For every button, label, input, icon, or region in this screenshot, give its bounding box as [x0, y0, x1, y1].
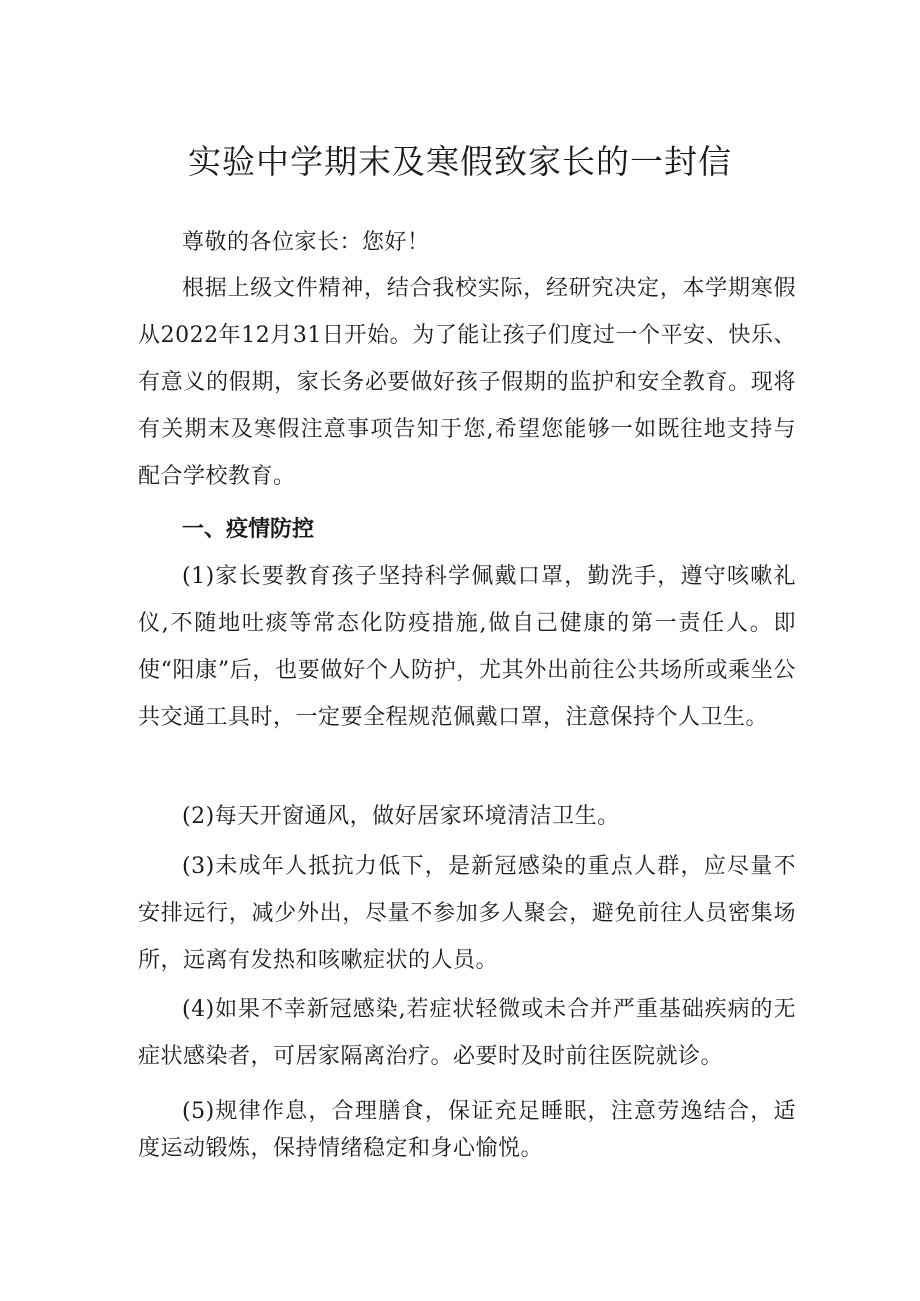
list-item: (2)每天开窗通风，做好居家环境清洁卫生。: [182, 804, 620, 829]
list-item: (4)如果不幸新冠感染,若症状轻微或未合并严重基础疾病的无症状感染者，可居家隔离治疗。必要时及时前往医院就诊。: [138, 997, 796, 1069]
section-heading-epidemic: 一、疫情防控: [182, 517, 315, 542]
list-item: (5)规律作息，合理膳食，保证充足睡眠，注意劳逸结合，适度运动锻炼，保持情绪稳定和身心愉悦。: [138, 1099, 796, 1161]
list-item: (3)未成年人抵抗力低下，是新冠感染的重点人群，应尽量不安排远行，减少外出，尽量不参加多人聚会，避免前往人员密集场所，远离有发热和咳嗽症状的人员。: [138, 854, 796, 973]
intro-paragraph: 根据上级文件精神，结合我校实际，经研究决定，本学期寒假从2022年12月31日开始。为了能让孩子们度过一个平安、快乐、有意义的假期，家长务必要做好孩子假期的监护和安全教育。现将有关期末及寒假注意事项告知于您,希望您能够一如既往地支持与配合学校教育。: [138, 276, 796, 489]
document-title: 实验中学期末及寒假致家长的一封信: [188, 142, 732, 181]
list-item: (1)家长要教育孩子坚持科学佩戴口罩，勤洗手，遵守咳嗽礼仪,不随地吐痰等常态化防疫措施,做自己健康的第一责任人。即使“阳康”后，也要做好个人防护，尤其外出前往公共场所或乘坐公共交通工具时，一定要全程规范佩戴口罩，注意保持个人卫生。: [138, 564, 796, 730]
greeting: 尊敬的各位家长：您好！: [182, 230, 430, 255]
